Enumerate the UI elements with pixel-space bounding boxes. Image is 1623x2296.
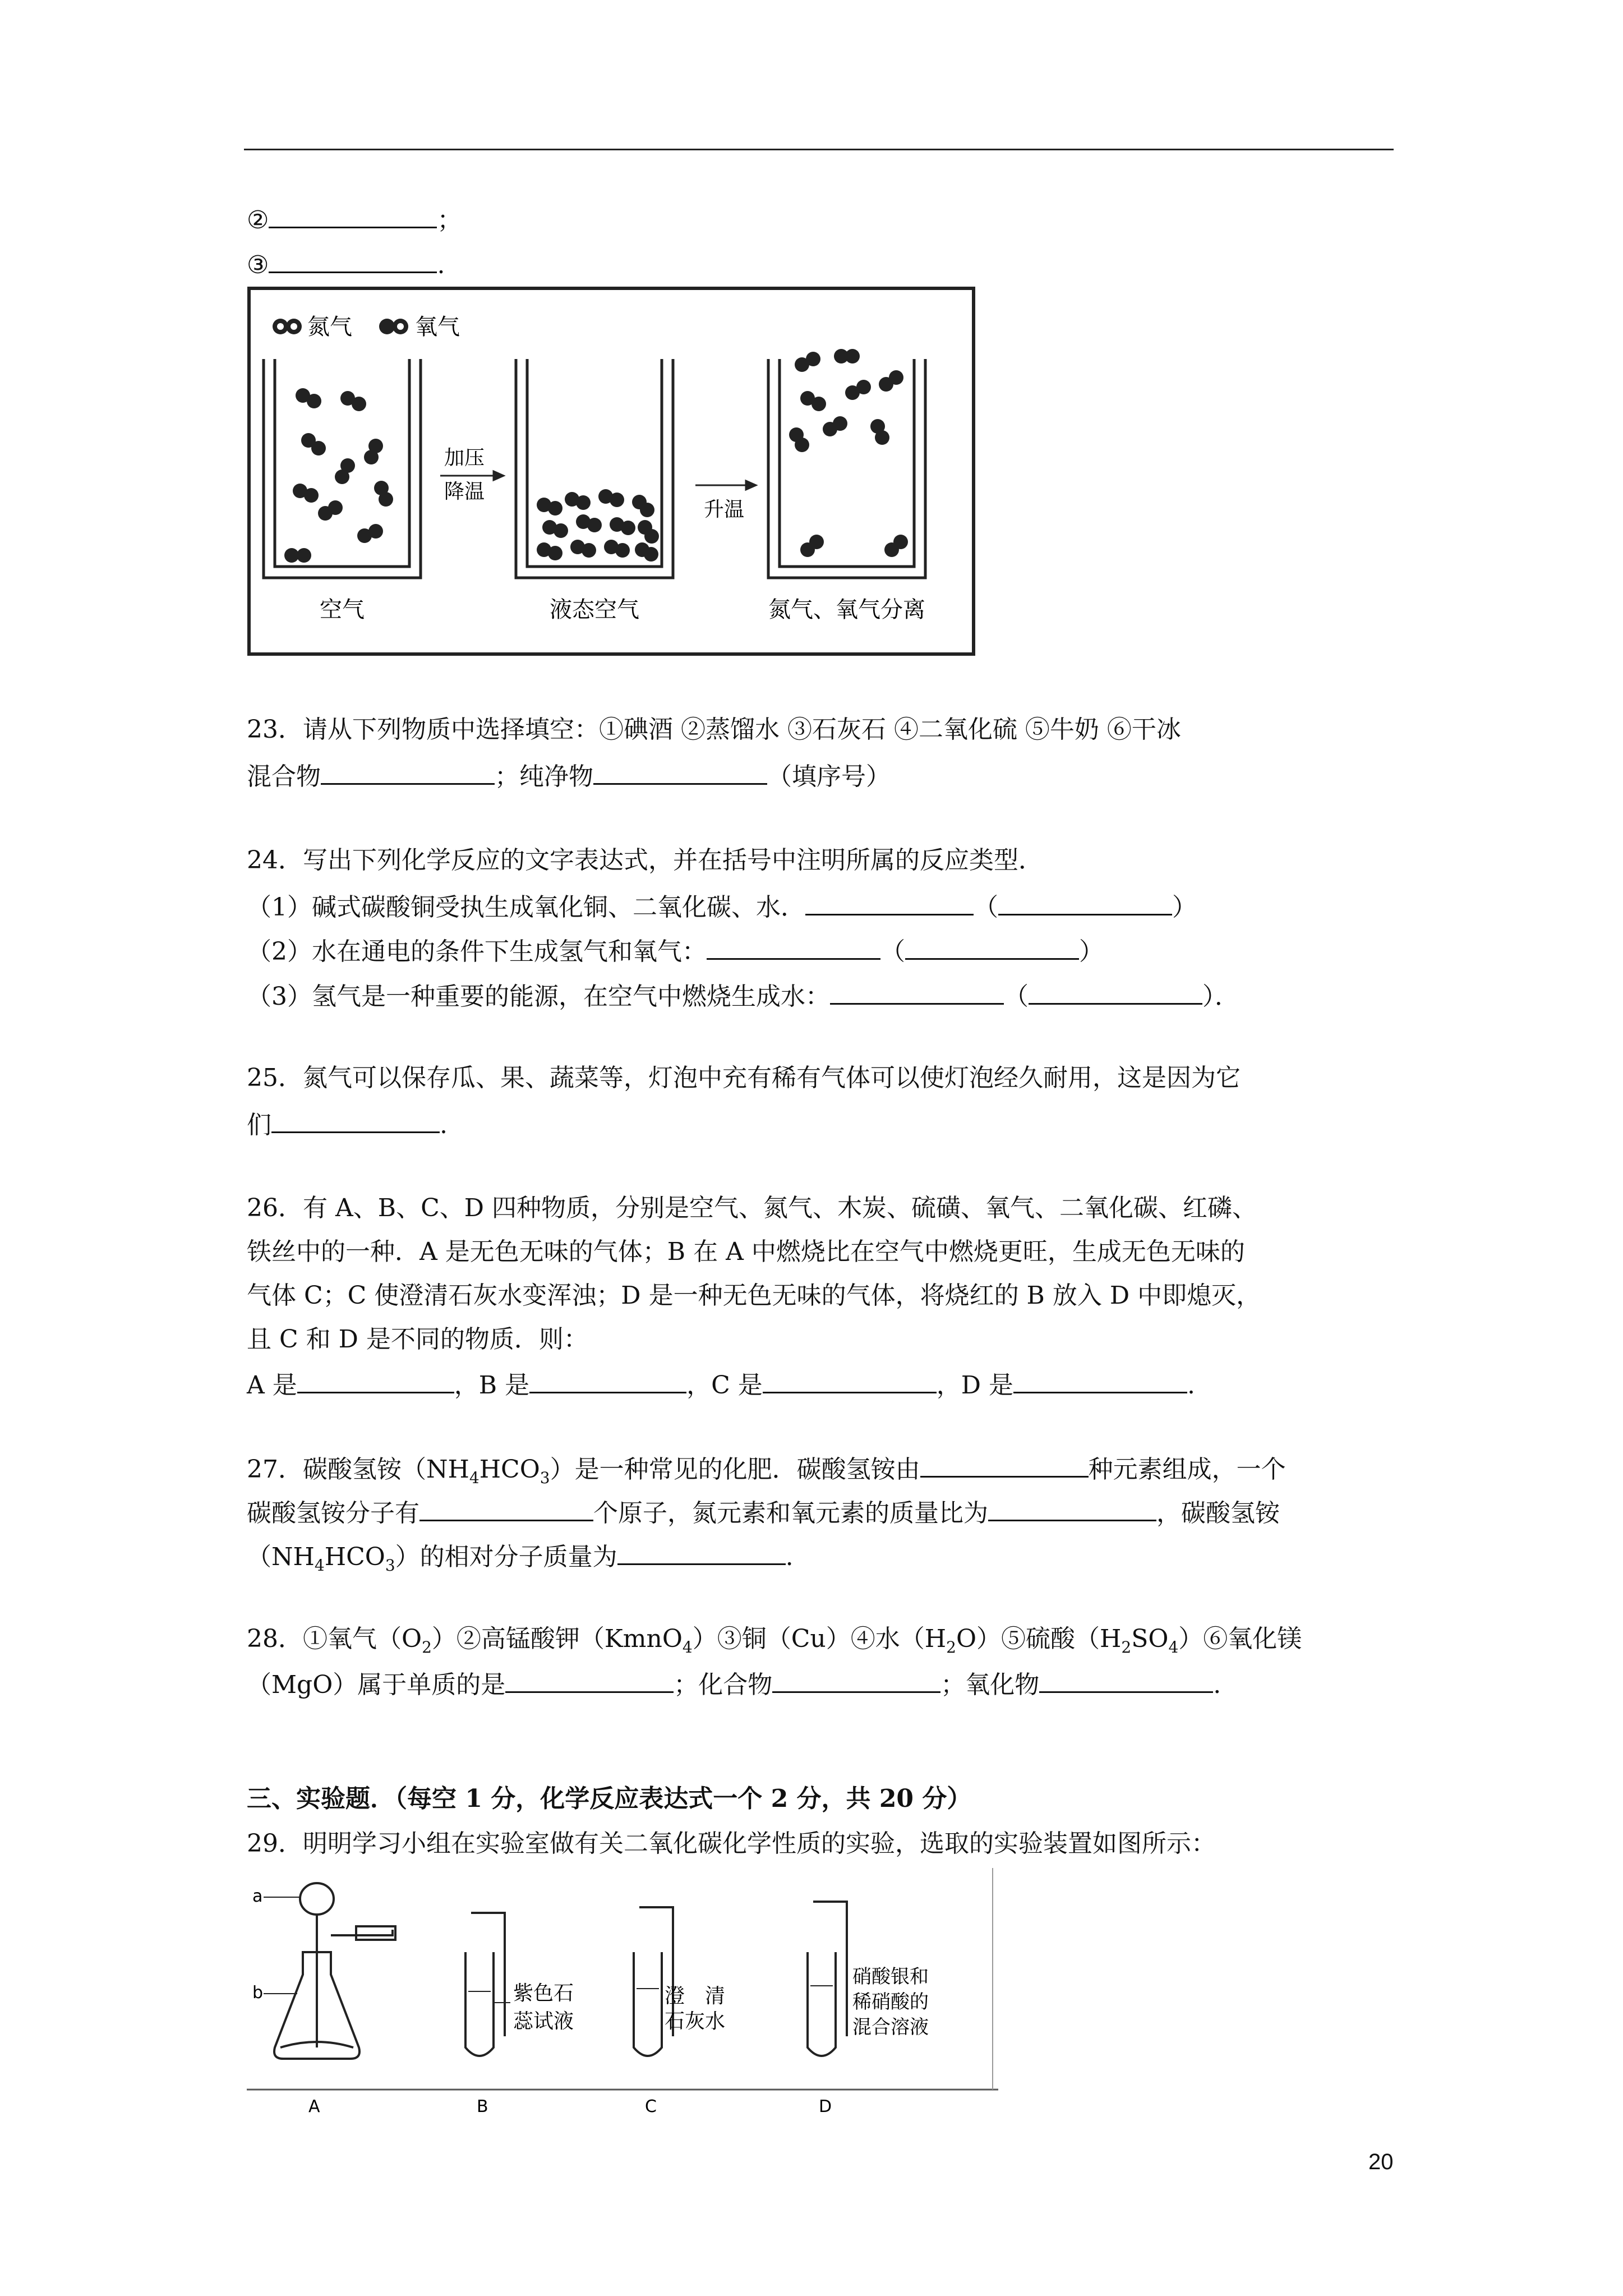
header-rule [244,149,1394,150]
answer-blank[interactable] [920,1451,1089,1478]
answer-blank-mixture[interactable] [321,758,495,785]
q27-line-1: 27．碳酸氢铵$(NH_4HCO_3)$是一种常见的化肥．碳酸氢铵由 种元素组成，一个 [247,1451,1286,1494]
answer-blank[interactable] [707,933,880,960]
q26-line-3: 气体 C；C 使澄清石灰水变浑浊；D 是一种无色无味的气体，将烧红的 B 放入 D 中即熄灭， [247,1281,1261,1310]
q24-sub-2: （2）水在通电的条件下生成氢气和氧气： （ ） [247,933,1104,968]
q27-line-2: 碳酸氢铵分子有 个原子，氮元素和氧元素的质量比为 ，碳酸氢铵 [247,1495,1280,1530]
label-silver-nitrate-3: 混合溶液 [852,2016,929,2039]
caption-c: C [645,2097,657,2115]
q28-line-1: 28．①氧气$(O_2)②$高锰酸钾（KmnO$_4$）③铜（Cu）④水$(H_2O)⑤$硫酸$(H_2SO_4)⑥$氧化镁 [247,1625,1302,1657]
arrow-label-pressurize: 加压 [444,447,485,470]
label-separation: 氮气、氧气分离 [768,597,925,623]
answer-blank-c[interactable] [763,1367,937,1393]
q25-stem: 25．氮气可以保存瓜、果、蔬菜等，灯泡中充有稀有气体可以使灯泡经久耐用，这是因为它 [247,1064,1241,1092]
answer-blank[interactable] [419,1495,593,1521]
apparatus-a-flask [274,1883,395,2059]
q25-answer-line: 们 . [247,1107,448,1142]
label-a-funnel: a [252,1887,263,1906]
q23-answer-line: 混合物 ；纯净物 （填序号） [247,758,891,793]
q26-answer-line: A 是 ，B 是 ，C 是 ，D 是 . [247,1367,1195,1402]
q23-stem: 23．请从下列物质中选择填空：①碘酒 ②蒸馏水 ③石灰石 ④二氧化硫 ⑤牛奶 ⑥干冰 [247,715,1181,744]
page-number: 20 [1368,2150,1394,2174]
caption-b: B [477,2097,488,2115]
apparatus-c-tube [634,1907,673,2056]
answer-blank[interactable] [830,978,1004,1005]
caption-d: D [819,2097,832,2115]
q24-stem: 24．写出下列化学反应的文字表达式，并在括号中注明所属的反应类型． [247,846,1043,875]
answer-blank[interactable] [998,889,1172,915]
q27-line-3: $(NH_4HCO_3)$的相对分子质量为 . [247,1539,794,1582]
q29-stem: 29．明明学习小组在实验室做有关二氧化碳化学性质的实验，选取的实验装置如图所示： [247,1829,1216,1858]
answer-blank-a[interactable] [297,1367,454,1393]
legend-n2-label: 氮气 [307,314,352,340]
arrow-label-cool: 降温 [444,480,485,503]
co2-apparatus-figure [247,1868,998,2115]
q26-line-2: 铁丝中的一种．A 是无色无味的气体；B 在 A 中燃烧比在空气中燃烧更旺，生成无色无味的 [247,1237,1245,1266]
label-liquid-air: 液态空气 [550,597,639,623]
label-b-flask: b [252,1983,264,2003]
answer-blank[interactable] [805,889,974,915]
answer-blank-pure[interactable] [593,758,767,785]
answer-blank[interactable] [905,933,1079,960]
answer-blank-compounds[interactable] [772,1667,940,1693]
answer-blank[interactable] [269,247,437,273]
apparatus-b-tube [465,1913,510,2056]
label-air: 空气 [320,597,365,623]
answer-blank[interactable] [1029,978,1202,1005]
q24-sub-1: （1）碱式碳酸铜受执生成氧化铜、二氧化碳、水． （ ） [247,889,1197,924]
label-litmus-1: 紫色石 [513,1982,574,2005]
answer-blank-d[interactable] [1013,1367,1187,1393]
caption-a: A [308,2097,320,2115]
answer-blank[interactable] [988,1495,1156,1521]
label-silver-nitrate-2: 稀硝酸的 [852,1991,929,2013]
q28-line-2: （MgO）属于单质的是 ；化合物 ；氧化物 . [247,1667,1221,1701]
answer-blank-b[interactable] [529,1367,686,1393]
q22-item-2: ② ； [247,202,462,237]
answer-blank[interactable] [269,202,437,228]
q26-line-1: 26．有 A、B、C、D 四种物质，分别是空气、氮气、木炭、硫磺、氧气、二氧化碳、红磷、 [247,1194,1257,1222]
label-litmus-2: 蕊试液 [513,2010,574,2033]
label-limewater-2: 石灰水 [665,2010,726,2033]
answer-blank[interactable] [271,1107,440,1133]
air-separation-figure [247,286,976,656]
label-silver-nitrate-1: 硝酸银和 [852,1966,929,1988]
apparatus-d-tube [808,1902,847,2056]
answer-blank-oxides[interactable] [1039,1667,1213,1693]
label-limewater-1: 澄 清 [665,1985,726,2008]
answer-blank[interactable] [617,1539,786,1565]
q26-line-4: 且 C 和 D 是不同的物质．则： [247,1325,588,1354]
answer-blank-elements[interactable] [505,1667,674,1693]
q24-sub-3: （3）氢气是一种重要的能源，在空气中燃烧生成水： （ ）． [247,978,1239,1013]
legend-o2-label: 氧气 [415,314,460,340]
section-3-title: 三、实验题．（每空 1 分，化学反应表达式一个 2 分，共 20 分） [247,1784,972,1813]
arrow-label-heat: 升温 [704,498,745,521]
q22-item-3: ③ . [247,247,445,282]
